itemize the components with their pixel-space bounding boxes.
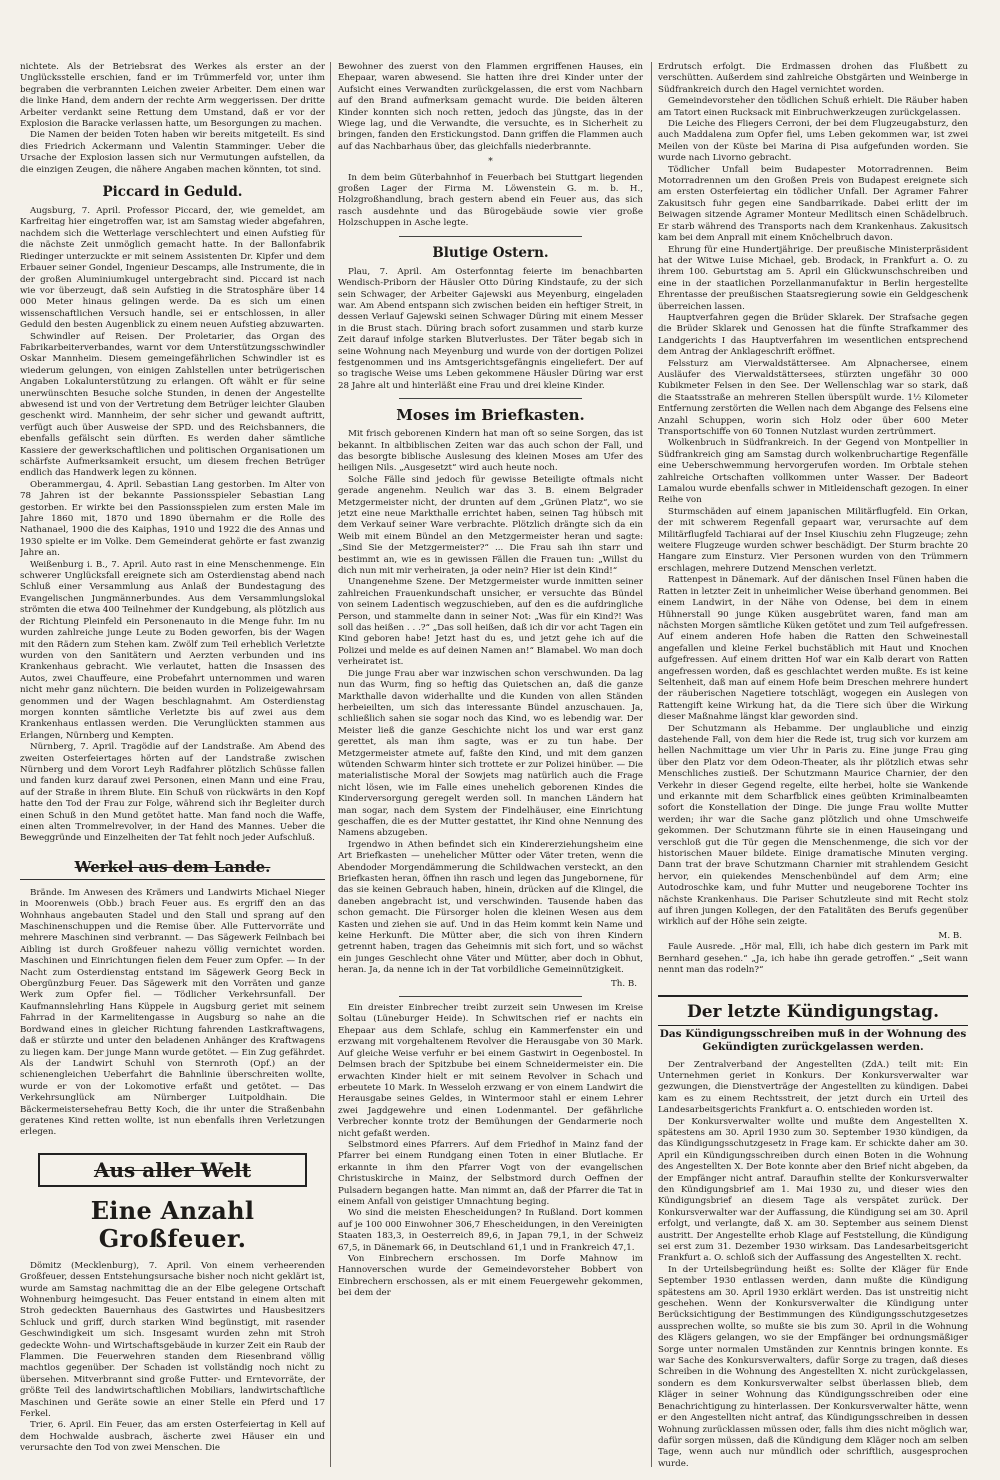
headline-moses: Moses im Briefkasten. [396,406,585,425]
article-text: Wo sind die meisten Ehescheidungen? In Rußland. Dort kommen auf je 100 000 Einwohner 306,7 Ehescheidungen, in den Vereinigten Staaten 183,3, in Oesterreich 89,6, in Japan 79,1, in der Schweiz 67,5, in Dänemark 66, in Deutschland 61,1 und in Frankreich 47,1. [338,1208,643,1253]
article-text: Oberammergau, 4. April. Sebastian Lang gestorben. Im Alter von 78 Jahren ist der bekannte Passionsspieler Sebastian Lang gestorben. Er wirkte bei den Passionsspielen zum ersten Male im Jahre 1860 mit, 1870 und 1890 übernahm er die Rolle des Nathanael, 1900 die des Kaiphas, 1910 und 1922 die des Annas und 1930 spielte er im Volke. Dem Gemeinderat gehörte er fast zwanzig Jahre an. [20,479,325,559]
article-text: Wolkenbruch in Südfrankreich. In der Gegend von Montpellier in Südfrankreich ging am Samstag durch wolkenbruchartige Regenfälle eine Ueberschwemmung hervorgerufen worden. Im Orbtale stehen zahlreiche Ortschaften vollkommen unter Wasser. Der Badeort Lamalou wurde ebenfalls schwer in Mitleidenschaft gezogen. In einer Reihe von [658,438,968,506]
divider [399,398,582,399]
article-text: Gemeindevorsteher den tödlichen Schuß erhielt. Die Räuber haben am Tatort einen Rucksack mit Einbruchwerkzeugen zurückgelassen. [658,96,968,118]
article-text: Hauptverfahren gegen die Brüder Sklarek. Der Strafsache gegen die Brüder Sklarek und Genossen hat die fünfte Strafkammer des Landgerichts I das Hauptverfahren im wesentlichen entsprechend dem Antrag der Anklageschrift eröffnet. [658,312,968,358]
article-text: Unangenehme Szene. Der Metzgermeister wurde inmitten seiner zahlreichen Frauenkundschaft unsicher, er versuchte das Bündel von seinem Ladentisch wegzuschieben, auf den es die aufdringliche Person, und stammelte dann in seiner Not: „Was für ein Kind?! Was soll das heißen . . .?“ „Das soll heißen, daß ich dir vor acht Tagen ein Kind geboren habe! Jetzt hast du es, und jetzt gehe ich auf die Polizei und melde es auf deinen Namen an!“ Blamabel. Wo man doch verheiratet ist. [338,577,643,668]
headline-blutige-ostern: Blutige Ostern. [432,244,549,261]
section-heading-aus-aller-welt: Aus aller Welt [38,1153,307,1187]
article-text: Schwindler auf Reisen. Der Proletarier, das Organ des Fabrikarbeiterverbandes, warnt vor dem Unterstützungsschwindler Oskar Mannheim. Diesem gemeingefährlichen Schwindler ist es wiederum gelungen, von einigen Zahlstellen unter betrügerischen Angaben Lokalunterstützung zu erlangen. Oft wählt er für seine unerwünschten Besuche solche Stunden, in denen der Angestellte abwesend ist und von der Vertretung dem Betrüger leichter Glauben geschenkt wird. Mannheim, der sehr sicher und gewandt auftritt, verfügt auch über Ausweise der SPD. und des Reichsbanners, die ebenfalls gefälscht sein dürften. Es werden daher sämtliche Kassiere der gewerkschaftlichen und politischen Organisationen um schärfste Aufmerksamkeit ersucht, um diesem frechen Betrüger endlich das Handwerk legen zu können. [20,331,325,479]
article-text: Sturmschäden auf einem japanischen Militärflugfeld. Ein Orkan, der mit schwerem Regenfall gepaart war, verursachte auf dem Militärflugfeld Tachiarai auf der Insel Kiuschiu zehn Flugzeuge; zehn weitere Flugzeuge wurden schwer beschädigt. Der Sturm brachte 20 Hangare zum Einsturz. Vier Personen wurden von den Trümmern erschlagen, mehrere Dutzend Menschen verletzt. [658,506,968,574]
column-2 [338,62,643,1467]
article-text: Brände. Im Anwesen des Krämers und Landwirts Michael Nieger in Moorenweis (Obb.) brach Feuer aus. Es ergriff den an das Wohnhaus angebauten Stadel und den Stall und sprang auf den Maschinenschuppen und die Remise über. Alle Futtervorräte und mehrere Maschinen sind verbrannt. — Das Sägewerk Feilnbach bei Aibling ist durch Großfeuer nahezu völlig vernichtet worden. Maschinen und Einrichtungen fielen dem Feuer zum Opfer. — In der Nacht zum Osterdienstag entstand im Sägewerk Georg Beck in Obergünzburg Feuer. Das Sägewerk mit den Vorräten und ganze Werk zum Opfer fiel. — Tödlicher Verkehrsunfall. Der Kaufmannslehrling Hans Küppele in Augsburg geriet mit seinem Fahrrad in der Karmelitengasse in Augsburg so nahe an die Bordwand eines in gleicher Richtung fahrenden Lastkraftwagens, daß er stürzte und unter den beladenen Anhänger des Kraftwagens zu liegen kam. Der junge Mann wurde getötet. — Ein Zug gefährdet. Als der Landwirt Schuhl von Sternroth (Opf.) an der schienengleichen Ueberfahrt die Bahnlinie überschreiten wollte, wurde er von der Lokomotive erfaßt und getötet. — Das Verkehrsunglück am Nürnberger Luitpoldhain. Die Bäckermeistersehefrau Betty Koch, die ihr unter die Straßenbahn geratenes Kind retten wollte, ist nun ebenfalls ihren Verletzungen erlegen. [20,887,325,1138]
divider [399,996,582,997]
article-text: Selbstmord eines Pfarrers. Auf dem Friedhof in Mainz fand der Pfarrer bei einem Rundgang einen Toten in einer Blutlache. Er erkannte in ihm den Pfarrer Vogt von der evangelischen Christuskirche in Mainz, der Selbstmord durch Oeffnen der Pulsadern begangen hatte. Man nimmt an, daß der Pfarrer die Tat in einem Anfall von geistiger Umnachtung beging. [338,1139,643,1207]
article-text: Trier, 6. April. Ein Feuer, das am ersten Osterfeiertag in Kell auf dem Hochwalde ausbrach, äscherte zwei Häuser ein und verursachte den Tod von zwei Menschen. Die [20,1420,325,1454]
article-text: Rattenpest in Dänemark. Auf der dänischen Insel Fünen haben die Ratten in letzter Zeit in unheimlicher Weise überhand genommen. Bei einem Landwirt, in der Nähe von Odense, bei dem in einem Hühnerstall 90 junge Küken ausgebrütet waren, fand man am nächsten Morgen sämtliche Küken getötet und zum Teil aufgefressen. Auf einem anderen Hofe haben die Ratten den Schweinestall angefallen und kleine Ferkel buchstäblich mit Haut und Knochen aufgefressen. Auf einem dritten Hof war ein Kalb derart von Ratten angefressen worden, daß es geschlachtet werden mußte. Es ist keine Seltenheit, daß man auf einem Hofe beim Dreschen mehrere hundert der räuberischen Nagetiere totschlägt, wogegen ein Auslegen von Rattengift keine Wirkung hat, da die Tiere sich über die Wirkung dieser Maßnahme längst klar geworden sind. [658,575,968,723]
article-text: Irgendwo in Athen befindet sich ein Kindererziehungsheim eine Art Briefkasten — unehelicher Mütter oder Väter treten, wenn die Abendoder Morgendämmerung die Schildwachen versteckt, an den Briefkasten heran, öffnen ihn rasch und legen das Jungebornene, für das sie keinen Gebrauch haben, hinein, drücken auf die Klingel, die daneben angebracht ist, und verschwinden. Tausende haben das schon gemacht. Die Fürsorger holen die kleinen Wesen aus dem Kasten und ziehen sie auf. Und in das Heim kommt kein Name und keine Herkunft. Die Mütter aber, die sich von ihren Kindern getrennt haben, tragen das Geheimnis mit sich fort, und so wächst ein junges Geschlecht ohne Väter und Mütter, aber doch in Obhut, heran. Ja, da nenne ich in der Tat vorbildliche Gemeinnützigkeit. [338,839,643,976]
article-text: Plau, 7. April. Am Osterfonntag feierte im benachbarten Wendisch-Priborn der Häusler Otto Düring Kindstaufe, zu der sich sein Schwager, der Arbeiter Gajewski aus Meyenburg, eingeladen war. Am Abend entspann sich zwischen beiden ein heftiger Streit, in dessen Verlauf Gajewski seinen Schwager Düring mit einem Messer in die Brust stach. Düring brach sofort zusammen und starb kurze Zeit darauf infolge starken Blutverlustes. Der Täter begab sich in seine Wohnung nach Meyenburg und wurde von der dortigen Polizei festgenommen und ins Amtsgerichtsgefängnis eingeliefert. Der auf so tragische Weise ums Leben gekommene Häusler Düring war erst 28 Jahre alt und hinterläßt eine Frau und drei kleine Kinder. [338,266,643,391]
article-text: Von Einbrechern erschossen. Im Dorfe Mahnow im Hannoverschen wurde der Gemeindevorsteher Bobbert von Einbrechern erschossen, als er mit einem Feuergewehr gekommen, bei dem der [338,1254,643,1299]
article-text: Mit frisch geborenen Kindern hat man oft so seine Sorgen, das ist bekannt. In altbiblischen Zeiten war das auch schon der Fall, und das besorgte biblische Auslesung des kleinen Moses am Ufer des heiligen Nils. „Ausgesetzt“ wird auch heute noch. [338,429,643,474]
article-text: Die junge Frau aber war inzwischen schon verschwunden. Da lag nun das Wurm, fing so heftig das Quietschen an, daß die ganze Markthalle davon widerhallte und die Kunden von allen Ständen herbeieilten, um sich das interessante Bündel anzuschauen. Ja, schließlich sahen sie sogar noch das Kind, wo es lebendig war. Der Meister ließ die ganze Geschichte nicht los und war erst ganz gerettet, als man ihm sagte, was er zu tun habe. Der Metzgermeister atmete auf, faßte den Kind, und mit dem ganzen wütenden Schwarm hinter sich trottete er zur Polizei hinüber. — Die materialistische Moral der Sowjets mag natürlich auch die Frage nicht lösen, wie im Falle eines unehelich geborenen Kindes die Kinderversorgung geregelt werden soll. In manchen Ländern hat man sogar, nach dem System der Findelhäuser, eine Einrichtung geschaffen, die es der Mutter gestattet, ihr Kind ohne Nennung des Namens abzugeben. [338,668,643,839]
headline-piccard: Piccard in Geduld. [102,184,243,201]
article-text: Ein dreister Einbrecher treibt zurzeit sein Unwesen im Kreise Soltau (Lüneburger Heide). In Schwitschen rief er nachts ein Ehepaar aus dem Schlafe, schlug ein Kammerfenster ein und erzwang mit vorgehaltenem Revolver die Herausgabe von 30 Mark. Auf gleiche Weise verfuhr er bei einem Gastwirt in Oegenbostel. In Delmsen brach der Spitzbube bei einem Schneidermeister ein. Die erwachten Kinder hielt er mit seinem Revolver in Schach und erbeutete 10 Mark. In Wesseloh erzwang er von einem Landwirt die Herausgabe seines Geldes, in Wintermoor stahl er einem Lehrer zwei Jagdgewehre und einen Lodenmantel. Der gefährliche Verbrecher konnte trotz der Bemühungen der Gendarmerie noch nicht gefaßt werden. [338,1003,643,1139]
article-text: nichtete. Als der Betriebsrat des Werkes als erster an der Unglücksstelle erschien, fand er im Trümmerfeld vor, unter ihm begraben die verbrannten Leichen zweier Arbeiter. Dem einen war die linke Hand, dem andern der rechte Arm weggerissen. Der dritte Arbeiter verdankt seine Rettung dem Umstand, daß er vor der Explosion die Baracke verlassen hatte, um Besorgungen zu machen. [20,62,325,130]
author-signature: M. B. [938,930,962,941]
column-3 [658,62,968,1467]
subheadline: Das Kündigungsschreiben muß in der Wohnung des Gekündigten zurückgelassen werden. [659,1027,967,1053]
article-text: In der Urteilsbegründung heißt es: Sollte der Kläger für Ende September 1930 entlassen werden, dann mußte die Kündigung spätestens am 30. April 1930 erklärt werden. Das ist unstreitig nicht geschehen. Wenn der Konkursverwalter die Kündigung unter Berücksichtigung der Bestimmungen des Kündigungsschutzgesetzes aussprechen wollte, so mußte sie bis zum 30. April in die Wohnung des Klägers gelangen, wo sie der Empfänger bei ordnungsmäßiger Sorge unter normalen Umständen zur Kenntnis bringen konnte. Es war Sache des Konkursverwalters, dafür Sorge zu tragen, daß dieses Schreiben in die Wohnung des Angestellten X. nicht zurückgelassen, sondern es dem Konkursverwalter selbst überlassen blieb, dem Kläger in seiner Wohnung das Kündigungsschreiben oder eine Benachrichtigung zu hinterlassen. Der Konkursverwalter hätte, wenn er den Angestellten nicht antraf, das Kündigungsschreiben in dessen Wohnung zurücklassen müssen oder, falls ihm dies nicht möglich war, dafür sorgen müssen, daß die Kündigung dem Kläger noch am selben Tage, wenn auch nur mündlich oder schriftlich, ausgesprochen wurde. [658,1264,968,1467]
article-text: Erdrutsch erfolgt. Die Erdmassen drohen das Flußbett zu verschütten. Außerdem sind zahlreiche Obstgärten und Weinberge in Südfrankreich durch den Hagel vernichtet worden. [658,62,968,95]
article-text: Augsburg, 7. April. Professor Piccard, der, wie gemeldet, am Karfreitag hier eingetroffen war, ist am Samstag wieder abgefahren, nachdem sich die Wetterlage verschlechtert und einen Aufstieg für die nächste Zeit unmöglich gemacht hatte. In der Ballonfabrik Riedinger unterzuckte er mit seinem Assistenten Dr. Kipfer und dem Erbauer seiner Gondel, Ingenieur Descamps, alle Instrumente, die in der großen Aluminiumkugel untergebracht sind. Piccard ist nach wie vor überzeugt, daß sein Aufstieg in die Stratosphäre über 14 000 Meter hinaus gelingen werde. Da es sich um einen wissenschaftlichen Versuch handle, sei er entschlossen, in aller Geduld den besten Augenblick zu einem neuen Aufstieg abzuwarten. [20,206,325,331]
article-text: Die Leiche des Fliegers Cerroni, der bei dem Flugzeugabsturz, den auch Maddalena zum Opfer fiel, ums Leben gekommen war, ist zwei Meilen von der Küste bei Marina di Pisa aufgefunden worden. Sie wurde nach Livorno gebracht. [658,119,968,164]
article-text: In dem beim Güterbahnhof in Feuerbach bei Stuttgart liegenden großen Lager der Firma M. Löwenstein G. m. b. H., Holzgroßhandlung, brach gestern abend ein Feuer aus, das sich rasch ausdehnte und das Bürogebäude sowie vier große Holzschuppen in Asche legte. [338,172,643,229]
article-text: Solche Fälle sind jedoch für gewisse Beteiligte oftmals nicht gerade angenehm. Neulich war das 3. B. einem Belgrader Metzgermeister nicht, der drunten auf dem „Grünen Platz“, wo sie jetzt eine neue Markthalle errichtet haben, seinen Tag hübsch mit dem Verkauf seiner Ware verbrachte. Plötzlich drängte sich da ein Weib mit einem Bündel an den Metzgermeister heran und sagte: „Sind Sie der Metzgermeister?“ ... Die Frau sah ihn starr und bestimmt an, wie es in gewissen Fällen die Frauen tun: „Willst du dich nun mit mir verheiraten, ja oder nein? Hier ist dein Kind!“ [338,474,643,577]
separator-star: * [488,157,493,168]
headline-kuendigungstag: Der letzte Kündigungstag. [658,995,968,1026]
article-text: Felssturz am Vierwaldstättersee. Am Alpnachersee, einem Ausläufer des Vierwaldstättersees, stürzten ungefähr 30 000 Kubikmeter Felsen in den See. Der Wellenschlag war so stark, daß die Staatsstraße an mehreren Stellen überspült wurde. 1½ Kilometer Entfernung zerstörten die Wellen nach dem Abgange des Felsens eine Anzahl Schuppen, worin sich Holz oder über 600 Meter Transportschiffe von 60 Tonnen Nutzlast wurden zertrümmert. [658,358,968,437]
column-rule [651,62,652,1467]
section-heading-werkel: Werkel aus dem Lande. [20,857,325,880]
article-text: Weißenburg i. B., 7. April. Auto rast in eine Menschenmenge. Ein schwerer Unglücksfall ereignete sich am Osterdienstag abend nach Schluß einer Versammlung aus Anlaß der Bundestagung des Evangelischen Jungmännerbundes. Aus dem Versammlungslokal strömten die etwa 400 Teilnehmer der Kundgebung, als plötzlich aus der Richtung Pleinfeld ein Personenauto in die Menge fuhr. Im nu wurden zahlreiche junge Leute zu Boden geworfen, bis der Wagen mit den Rädern zum Stehen kam. Zwölf zum Teil erheblich Verletzte wurden von den Sanitätern und Aerzten verbunden und ins Krankenhaus gebracht. Wie verlautet, hatten die Insassen des Autos, zwei Chauffeure, eine Probefahrt unternommen und waren nicht mehr ganz nüchtern. Die beiden wurden in Polizeigewahrsam genommen und der Wagen beschlagnahmt. Am Osterdienstag morgen konnten sämtliche Verletzte bis auf zwei aus dem Krankenhaus entlassen werden. Die Verunglückten stammen aus Erlangen, Nürnberg und Kempten. [20,559,325,741]
article-text: Ehrung für eine Hundertjährige. Der preußische Ministerpräsident hat der Witwe Luise Michael, geb. Brodack, in Frankfurt a. O. zu ihrem 100. Geburtstag am 5. April ein Glückwunschschreiben und eine in der staatlichen Porzellanmanufaktur in Berlin hergestellte Ehrentasse der preußischen Staatsregierung sowie ein Geldgeschenk überreichen lassen. [658,244,968,312]
article-text: Bewohner des zuerst von den Flammen ergriffenen Hauses, ein Ehepaar, waren abwesend. Sie hatten ihre drei Kinder unter der Aufsicht eines Verwandten zurückgelassen, die erst vom Nachbarn auf den Brand aufmerksam gemacht wurde. Die beiden älteren Kinder konnten sich noch retten, jedoch das jüngste, das in der Wiege lag, und die Verwandte, die versuchte, es in Sicherheit zu bringen, fanden den Erstickungstod. Dann griffen die Flammen auch auf das Nachbarhaus über, das gleichfalls niederbrannte. [338,62,643,152]
article-text: Die Namen der beiden Toten haben wir bereits mitgeteilt. Es sind dies Friedrich Ackermann und Valentin Stamminger. Ueber die Ursache der Explosion lassen sich nur Vermutungen aufstellen, da die einzigen Zeugen, die nähere Angaben machen könnten, tot sind. [20,130,325,175]
column-rule [330,62,331,1467]
article-text: Faule Ausrede. „Hör mal, Elli, ich habe dich gestern im Park mit Bernhard gesehen.“ „Ja, ich habe ihn gerade getroffen.“ „Seit wann nennt man das rodeln?“ [658,942,968,976]
column-1 [20,62,325,1467]
author-signature: Th. B. [610,978,637,989]
article-text: Tödlicher Unfall beim Budapester Motorradrennen. Beim Motorradrennen um den Großen Preis von Budapest ereignete sich am ersten Osterfeiertag ein tödlicher Unfall. Der Agramer Fahrer Zakusitsch fuhr gegen eine Sandbarrikade. Dabei erlitt der im Beiwagen sitzende Agramer Monteur Medlitsch einen Schädelbruch. Er starb während des Transports nach dem Krankenhaus. Zakusitsch kam bei dem Anprall mit einem Knöchelbruch davon. [658,164,968,244]
article-text: Nürnberg, 7. April. Tragödie auf der Landstraße. Am Abend des zweiten Osterfeiertages hörten auf der Landstraße zwischen Nürnberg und dem Vorort Leyh Radfahrer plötzlich Schüsse fallen und fanden kurz darauf zwei Personen, einen Mann und eine Frau, auf der Straße in ihrem Blute. Ein Schuß von rückwärts in den Kopf hatte den Tod der Frau zur Folge, während sich ihr Begleiter durch einen Schuß in den Mund getötet hatte. Man fand noch die Waffe, einen alten Trommelrevolver, in der Hand des Mannes. Ueber die Beweggründe und Einzelheiten der Tat fehlt noch jeder Aufschluß. [20,742,325,844]
article-text: Der Zentralverband der Angestellten (ZdA.) teilt mit: Ein Unternehmen geriet in Konkurs. Der Konkursverwalter war gezwungen, die Dienstverträge der Angestellten zu kündigen. Dabei kam es zu einem Rechtsstreit, der jetzt durch ein Urteil des Landesarbeitsgerichts Frankfurt a. O. entschieden worden ist. [658,1059,968,1116]
divider [399,236,582,237]
headline-grossfeuer: Eine Anzahl Großfeuer. [90,1195,255,1253]
article-text: Der Konkursverwalter wollte und mußte dem Angestellten X. spätestens am 30. April 1930 zum 30. September 1930 kündigen, da das Kündigungsschutzgesetz in Frage kam. Er schickte daher am 30. April ein Kündigungsschreiben durch einen Boten in die Wohnung des Angestellten X. Der Bote konnte aber den Brief nicht abgeben, da der Empfänger nicht antraf. Daraufhin stellte der Konkursverwalter den Kündigungsbrief am 1. Mai 1930 zu, und dieser wies den Kündigungsbrief an diesem Tage als verspätet zurück. Der Konkursverwalter war der Auffassung, die Kündigung sei am 30. April erfolgt, und verlangte, daß X. am 30. September aus seinem Dienst austritt. Der Angestellte erhob Klage auf Feststellung, die Kündigung sei erst zum 31. Dezember 1930 wirksam. Das Landesarbeitsgericht Frankfurt a. O. schloß sich der Auffassung des Angestellten X. recht. [658,1116,968,1264]
article-text: Der Schutzmann als Hebamme. Der unglaubliche und einzig dastehende Fall, von dem hier die Rede ist, trug sich vor kurzem am hellen Nachmittage um vier Uhr in Paris zu. Eine junge Frau ging über den Platz vor dem Odeon-Theater, als ihr plötzlich etwas sehr Menschliches zustieß. Der Schutzmann Maurice Charnier, der den Verkehr in dieser Gegend regelte, eilte herbei, holte sie Wankende und erkannte mit dem Scharfblick eines geübten Kriminalbeamten sofort die Konstellation der Dinge. Die junge Frau wollte Mutter werden; ihr war die Sache ganz plötzlich und ohne Umschweife gekommen. Der Schutzmann führte sie in einen Hauseingang und verschloß gut die Tür gegen die Menschenmenge, die sich vor der historischen Mauer bildete. Einige dramatische Minuten verging. Dann trat der brave Schutzmann Charnier mit strahlendem Gesicht hervor, ein quiekendes Menschenbündel auf dem Arm; eine Autodroschke kam, und fuhr Mutter und neugeborene Tochter ins nächste Krankenhaus. Die Pariser Schutzleute sind mit Recht stolz auf ihren jungen Kollegen, der den Fatalitäten des Berufs gegenüber wirklich auf der Höhe sein zeigte. [658,723,968,928]
article-text: Dömitz (Mecklenburg), 7. April. Von einem verheerenden Großfeuer, dessen Entstehungsursache bisher noch nicht geklärt ist, wurde am Samstag nachmittag die an der Elbe gelegene Ortschaft Wohnenburg heimgesucht. Das Feuer entstand in einem alten mit Stroh gedeckten Bauernhaus des Gastwirtes und Hausbesitzers Schluck und griff, durch starken Wind begünstigt, mit rasender Geschwindigkeit um sich. Insgesamt wurden zehn mit Stroh gedeckte Wohn- und Wirtschaftsgebäude in kurzer Zeit ein Raub der Flammen. Die Feuerwehren standen dem Riesenbrand völlig machtlos gegenüber. Der Schaden ist vollständig noch nicht zu übersehen. Mitverbrannt sind große Futter- und Erntevorräte, der größte Teil des landwirtschaftlichen Mobiliars, landwirtschaftliche Maschinen und Geräte sowie an einer Stelle ein Pferd und 17 Ferkel. [20,1260,325,1420]
